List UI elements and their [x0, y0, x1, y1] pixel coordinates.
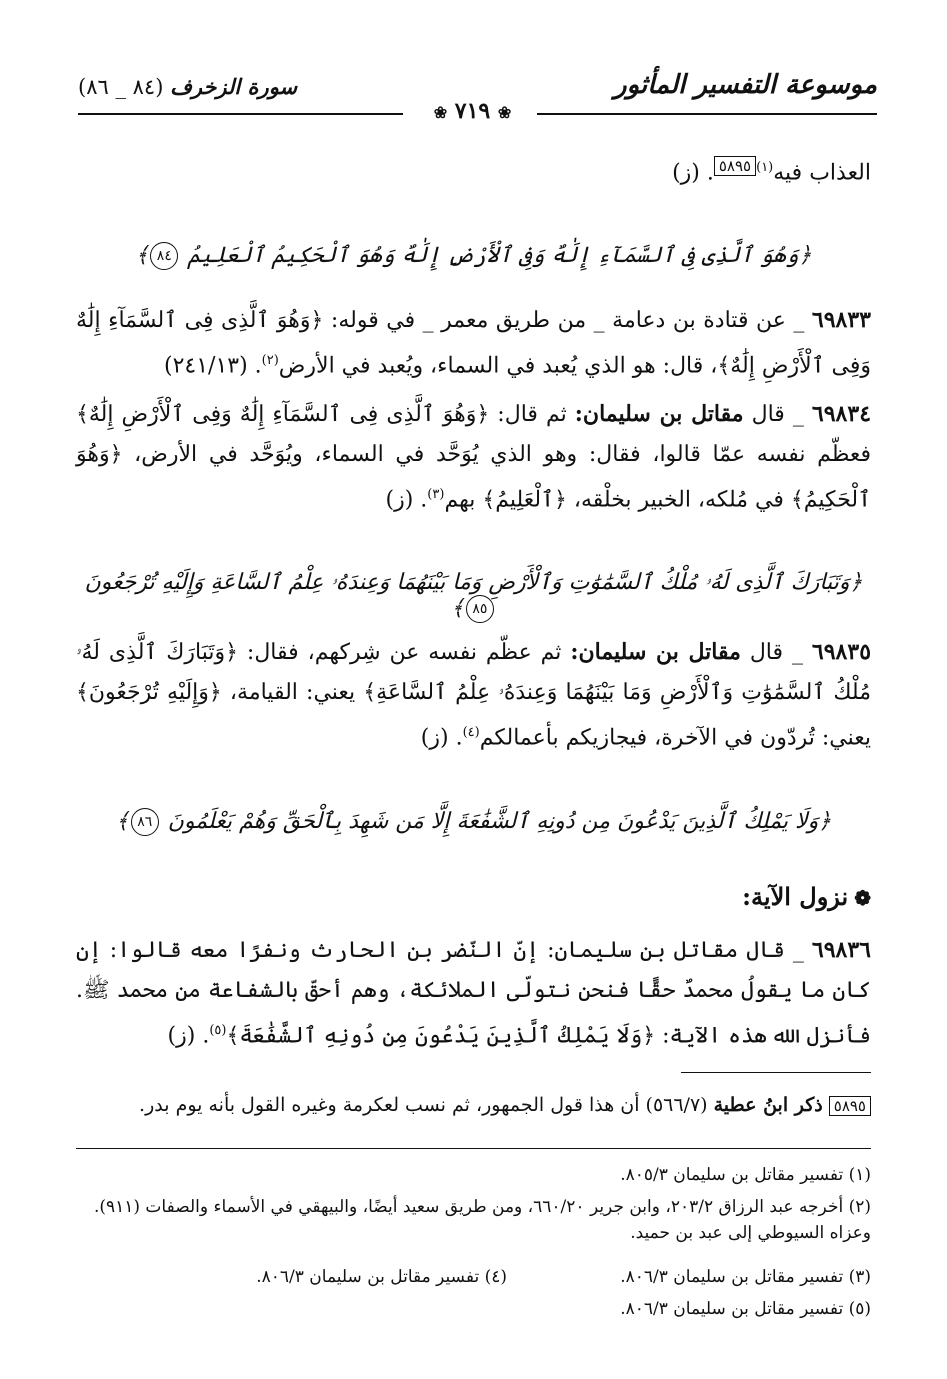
footnote-ref: (٤) — [462, 725, 480, 740]
footnote-3: (٣) تفسير مقاتل بن سليمان ٨٠٦/٣. — [620, 1267, 871, 1287]
narration-69835 — [76, 632, 871, 758]
narration-body: ثم قال: ﴿وَهُوَ ٱلَّذِى فِى ٱلسَّمَآءِ إِلَٰهٌ وَفِى ٱلْأَرْضِ إِلَٰهٌ﴾ فعظّم نفسه عمّا قالوا، فقال: وهو الذي يُوَحَّد في السماء، ويُوَحَّد في الأرض، ﴿وَهُوَ ٱلْحَكِيمُ﴾ في مُلكه، الخبير بخلْقه، ﴿ٱلْعَلِيمُ﴾ بهم — [76, 402, 871, 513]
ornament-icon: ❀ — [497, 103, 512, 122]
note-source: ذكر ابنُ عطية — [713, 1094, 823, 1116]
heading-text: نزول الآية: — [742, 882, 849, 911]
narration-tail: . (ز) — [420, 725, 463, 751]
note-ref-box: ٥٨٩٥ — [714, 156, 756, 176]
narration-69836 — [76, 930, 871, 1056]
ayah-close: ﴾ — [135, 243, 149, 268]
ayah-close: ﴾ — [115, 809, 129, 834]
ayah-close: ﴾ — [451, 596, 464, 621]
narrator-name: مقاتل بن سليمان: — [574, 401, 744, 427]
footnote-separator — [76, 1148, 871, 1149]
footnote-5: (٥) تفسير مقاتل بن سليمان ٨٠٦/٣. — [620, 1299, 871, 1319]
narration-number: ٦٩٨٣٤ — [811, 401, 872, 427]
ayah-85 — [76, 570, 871, 623]
editor-note — [70, 1090, 871, 1120]
intro-tail: . (ز) — [672, 160, 714, 186]
note-separator — [681, 1072, 871, 1073]
narration-69834 — [76, 394, 871, 520]
narration-body: _ عن قتادة بن دعامة _ من طريق معمر _ في قوله: ﴿وَهُوَ ٱلَّذِى فِى ٱلسَّمَآءِ إِلَٰهٌ وَفِى ٱلْأَرْضِ إِلَٰهٌ﴾، قال: هو الذي يُعبد في السماء، ويُعبد في الأرض — [76, 308, 871, 379]
header-rule-left — [78, 113, 403, 115]
page-number-value: ٧١٩ — [454, 98, 491, 124]
narration-number: ٦٩٨٣٥ — [811, 639, 872, 665]
footnote-4: (٤) تفسير مقاتل بن سليمان ٨٠٦/٣. — [256, 1267, 507, 1287]
footnote-2: (٢) أخرجه عبد الرزاق ٢٠٣/٢، وابن جرير ٦٦٠/٢٠، ومن طريق سعيد أيضًا، والبيهقي في الأسماء والصفات (٩١١). وعزاه السيوطي إلى عبد بن حميد. — [93, 1197, 871, 1243]
ayah-text: ﴿وَهُوَ ٱلَّذِى فِى ٱلسَّمَآءِ إِلَٰهٌ وَفِى ٱلْأَرْضِ إِلَٰهٌ وَهُوَ ٱلْحَكِيمُ ٱلْعَلِيمُ — [187, 243, 812, 268]
narration-tail: . (٢٤١/١٣) — [163, 353, 262, 379]
footnote-ref: (٥) — [209, 1023, 227, 1038]
footnote-ref: (١) — [756, 160, 774, 175]
footnote-ref: (٢) — [261, 353, 279, 368]
verse-range: (٨٤ _ ٨٦) — [78, 75, 164, 99]
page-number — [410, 98, 535, 124]
narration-body: _ قال مقاتل بن سليمان: إنّ النّضر بن الحارث ونفرًا معه قالوا: إن كان ما يقولُ محمدٌ حقًّا فنحن نتولّى الملائكة، وهم أحقّ بالشفاعة من محمد ﷺ. فأنزل الله هذه الآية: ﴿وَلَا يَمْلِكُ ٱلَّذِينَ يَدْعُونَ مِن دُونِهِ ٱلشَّفَٰعَةَ﴾ — [76, 938, 871, 1049]
narration-tail: . (ز) — [385, 487, 428, 513]
sura-name: سورة الزخرف — [170, 74, 298, 99]
ayah-number: ٨٦ — [131, 808, 159, 836]
ayah-text: ﴿وَتَبَارَكَ ٱلَّذِى لَهُۥ مُلْكُ ٱلسَّمَٰوَٰتِ وَٱلْأَرْضِ وَمَا بَيْنَهُمَا وَعِندَهُۥ عِلْمُ ٱلسَّاعَةِ وَإِلَيْهِ تُرْجَعُونَ — [84, 570, 863, 595]
flower-icon: ❁ — [854, 886, 871, 910]
ayah-number: ٨٥ — [466, 595, 494, 623]
ayah-84 — [76, 242, 871, 270]
footnote-1: (١) تفسير مقاتل بن سليمان ٨٠٥/٣. — [620, 1165, 871, 1185]
narration-pre: _ قال — [740, 640, 812, 665]
narration-body: ثم عظّم نفسه عن شِركهم، فقال: ﴿وَتَبَارَكَ ٱلَّذِى لَهُۥ مُلْكُ ٱلسَّمَٰوَٰتِ وَٱلْأَرْضِ وَمَا بَيْنَهُمَا وَعِندَهُۥ عِلْمُ ٱلسَّاعَةِ﴾ يعني: القيامة، ﴿وَإِلَيْهِ تُرْجَعُونَ﴾ يعني: تُردّون في الآخرة، فيجازيكم بأعمالكم — [76, 640, 871, 751]
narration-69833 — [76, 300, 871, 386]
intro-text: العذاب فيه — [773, 160, 871, 186]
narrator-name: مقاتل بن سليمان: — [570, 639, 741, 665]
ayah-text: ﴿وَلَا يَمْلِكُ ٱلَّذِينَ يَدْعُونَ مِن دُونِهِ ٱلشَّفَٰعَةَ إِلَّا مَن شَهِدَ بِٱلْحَقِّ وَهُمْ يَعْلَمُونَ — [167, 809, 832, 834]
narration-pre: _ قال — [743, 402, 812, 427]
narration-tail: . (ز) — [167, 1023, 210, 1049]
footnote-ref: (٣) — [427, 487, 445, 502]
sura-header — [78, 74, 297, 99]
header-rule-right — [537, 113, 877, 115]
note-box: ٥٨٩٥ — [829, 1096, 871, 1116]
ayah-number: ٨٤ — [150, 242, 178, 270]
intro-line — [76, 148, 871, 193]
book-title: موسوعة التفسير المأثور — [614, 70, 877, 100]
note-body: (٥٦٦/٧) أن هذا قول الجمهور، ثم نسب لعكرمة وغيره القول بأنه يوم بدر. — [139, 1094, 714, 1116]
narration-number: ٦٩٨٣٣ — [811, 307, 871, 333]
ayah-86 — [76, 808, 871, 836]
ornament-icon: ❀ — [433, 103, 448, 122]
section-heading — [742, 882, 871, 911]
narration-number: ٦٩٨٣٦ — [811, 937, 871, 963]
